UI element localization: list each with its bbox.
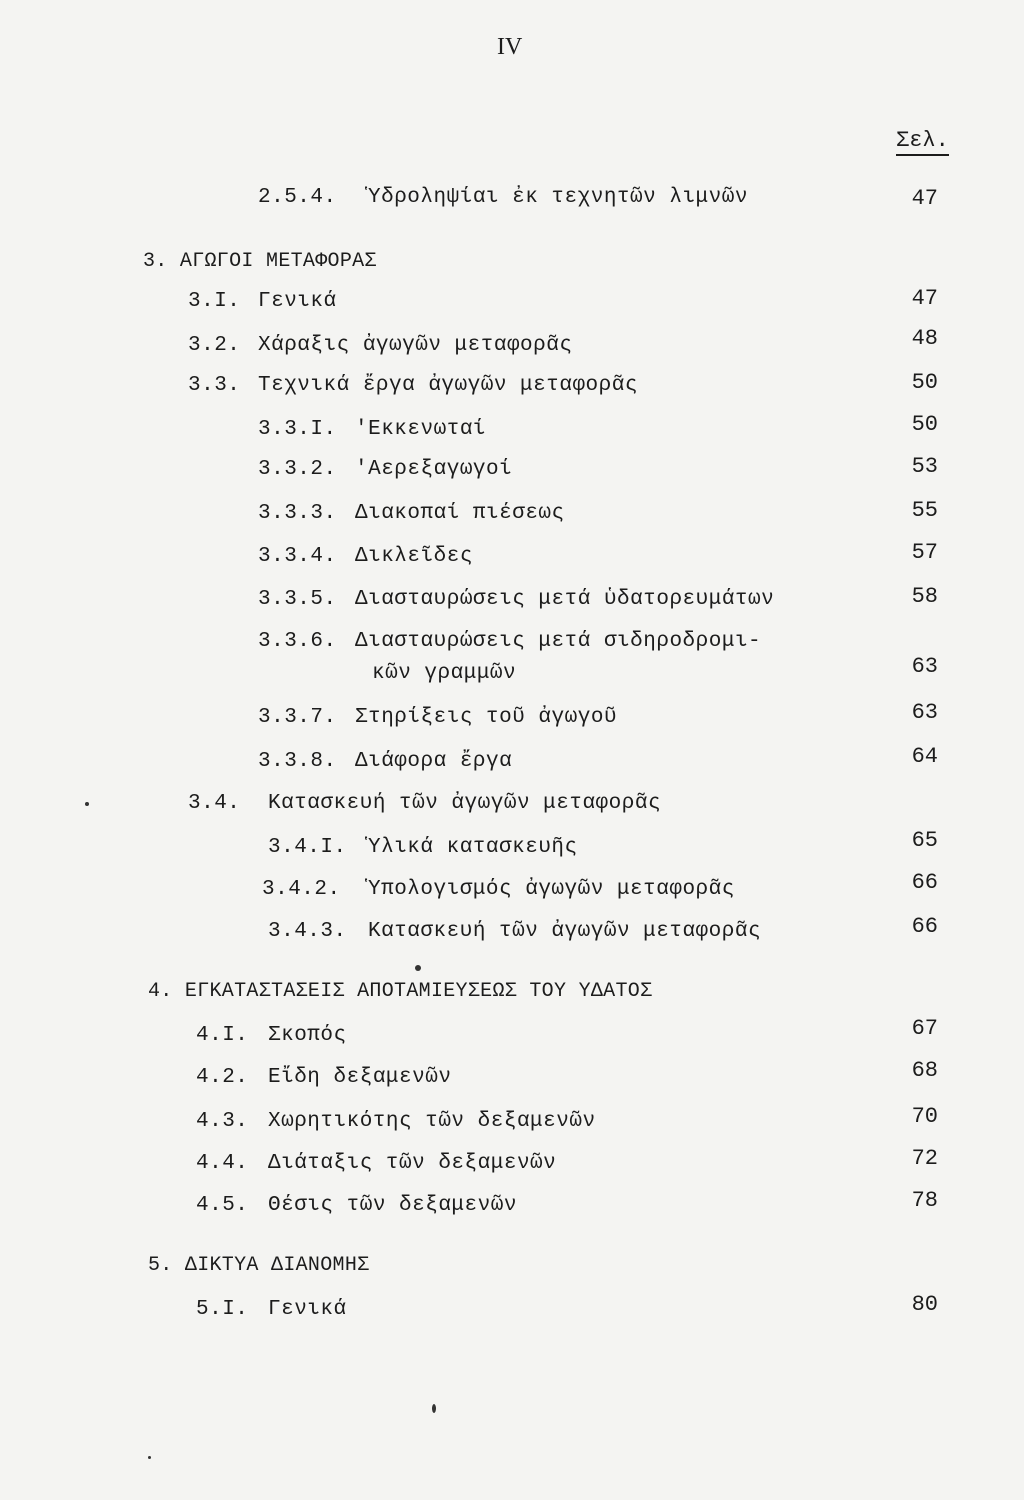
- entry-page: 66: [911, 914, 938, 939]
- entry-page: 55: [911, 498, 938, 523]
- entry-number: 3.3.5.: [258, 588, 337, 611]
- entry-number: 3.4.: [188, 792, 241, 815]
- entry-page: 48: [911, 326, 938, 351]
- entry-title: Διασταυρώσεις μετά σιδηροδρομι-: [355, 630, 762, 653]
- section-heading: 5. ΔΙΚΤΥΑ ΔΙΑΝΟΜΗΣ: [148, 1254, 370, 1277]
- entry-page: 63: [911, 700, 938, 725]
- section-heading: 3. ΑΓΩΓΟΙ ΜΕΤΑΦΟΡΑΣ: [143, 250, 377, 273]
- entry-title: Στηρίξεις τοῦ ἀγωγοῦ: [355, 706, 618, 729]
- entry-title: Διασταυρώσεις μετά ὑδατορευμάτων: [355, 588, 775, 611]
- scan-speck: [148, 1456, 151, 1459]
- entry-title: Ὑπολογισμός ἀγωγῶν μεταφορᾶς: [368, 878, 735, 901]
- entry-title: Διάφορα ἔργα: [355, 750, 513, 773]
- entry-number: 4.Ι.: [196, 1024, 249, 1047]
- entry-number: 3.4.2.: [262, 878, 341, 901]
- entry-number: 3.3.3.: [258, 502, 337, 525]
- entry-title: 'Εκκενωταί: [355, 418, 487, 441]
- entry-number: 2.5.4.: [258, 186, 337, 209]
- entry-title: Θέσις τῶν δεξαμενῶν: [268, 1194, 517, 1217]
- entry-title: Γενικά: [268, 1298, 347, 1321]
- scan-speck: [432, 1404, 436, 1413]
- entry-title-continued: κῶν γραμμῶν: [372, 662, 517, 685]
- page-number: IV: [497, 34, 523, 60]
- entry-title: Διακοπαί πιέσεως: [355, 502, 565, 525]
- entry-number: 3.2.: [188, 334, 241, 357]
- entry-title: Σκοπός: [268, 1024, 347, 1047]
- entry-page: 50: [911, 370, 938, 395]
- entry-number: 3.3.: [188, 374, 241, 397]
- entry-page: 58: [911, 584, 938, 609]
- entry-page: 78: [911, 1188, 938, 1213]
- entry-page: 63: [911, 654, 938, 679]
- entry-number: 3.3.2.: [258, 458, 337, 481]
- scan-speck: [85, 802, 89, 806]
- entry-title: 'Αερεξαγωγοί: [355, 458, 513, 481]
- scan-speck: [415, 965, 421, 971]
- entry-title: Γενικά: [258, 290, 337, 313]
- entry-page: 50: [911, 412, 938, 437]
- entry-number: 3.3.6.: [258, 630, 337, 653]
- entry-number: 4.5.: [196, 1194, 249, 1217]
- entry-page: 57: [911, 540, 938, 565]
- entry-title: Διάταξις τῶν δεξαμενῶν: [268, 1152, 557, 1175]
- entry-title: Ὑλικά κατασκευῆς: [368, 836, 578, 859]
- entry-number: 3.4.Ι.: [268, 836, 347, 859]
- entry-page: 53: [911, 454, 938, 479]
- entry-number: 3.3.4.: [258, 545, 337, 568]
- entry-title: Κατασκευή τῶν ἀγωγῶν μεταφορᾶς: [268, 792, 662, 815]
- entry-number: 4.4.: [196, 1152, 249, 1175]
- entry-number: 4.3.: [196, 1110, 249, 1133]
- entry-number: 3.3.Ι.: [258, 418, 337, 441]
- entry-page: 47: [911, 186, 938, 211]
- entry-page: 70: [911, 1104, 938, 1129]
- entry-title: Κατασκευή τῶν ἀγωγῶν μεταφορᾶς: [368, 920, 762, 943]
- entry-title: Ὑδροληψίαι ἐκ τεχνητῶν λιμνῶν: [368, 186, 748, 209]
- entry-page: 47: [911, 286, 938, 311]
- entry-page: 66: [911, 870, 938, 895]
- entry-page: 68: [911, 1058, 938, 1083]
- entry-title: Χωρητικότης τῶν δεξαμενῶν: [268, 1110, 596, 1133]
- entry-page: 67: [911, 1016, 938, 1041]
- entry-title: Εἴδη δεξαμενῶν: [268, 1066, 452, 1089]
- entry-number: 5.Ι.: [196, 1298, 249, 1321]
- entry-number: 3.4.3.: [268, 920, 347, 943]
- entry-page: 72: [911, 1146, 938, 1171]
- page-column-header: Σελ.: [896, 128, 949, 156]
- entry-page: 64: [911, 744, 938, 769]
- entry-title: Δικλεῖδες: [355, 545, 473, 568]
- entry-page: 65: [911, 828, 938, 853]
- entry-number: 3.3.7.: [258, 706, 337, 729]
- entry-number: 3.Ι.: [188, 290, 241, 313]
- section-heading: 4. ΕΓΚΑΤΑΣΤΑΣΕΙΣ ΑΠΟΤΑΜΙΕΥΣΕΩΣ ΤΟΥ ΥΔΑΤΟΣ: [148, 980, 653, 1003]
- entry-title: Τεχνικά ἔργα ἀγωγῶν μεταφορᾶς: [258, 374, 638, 397]
- entry-page: 80: [911, 1292, 938, 1317]
- entry-number: 4.2.: [196, 1066, 249, 1089]
- entry-title: Χάραξις ἀγωγῶν μεταφορᾶς: [258, 334, 573, 357]
- entry-number: 3.3.8.: [258, 750, 337, 773]
